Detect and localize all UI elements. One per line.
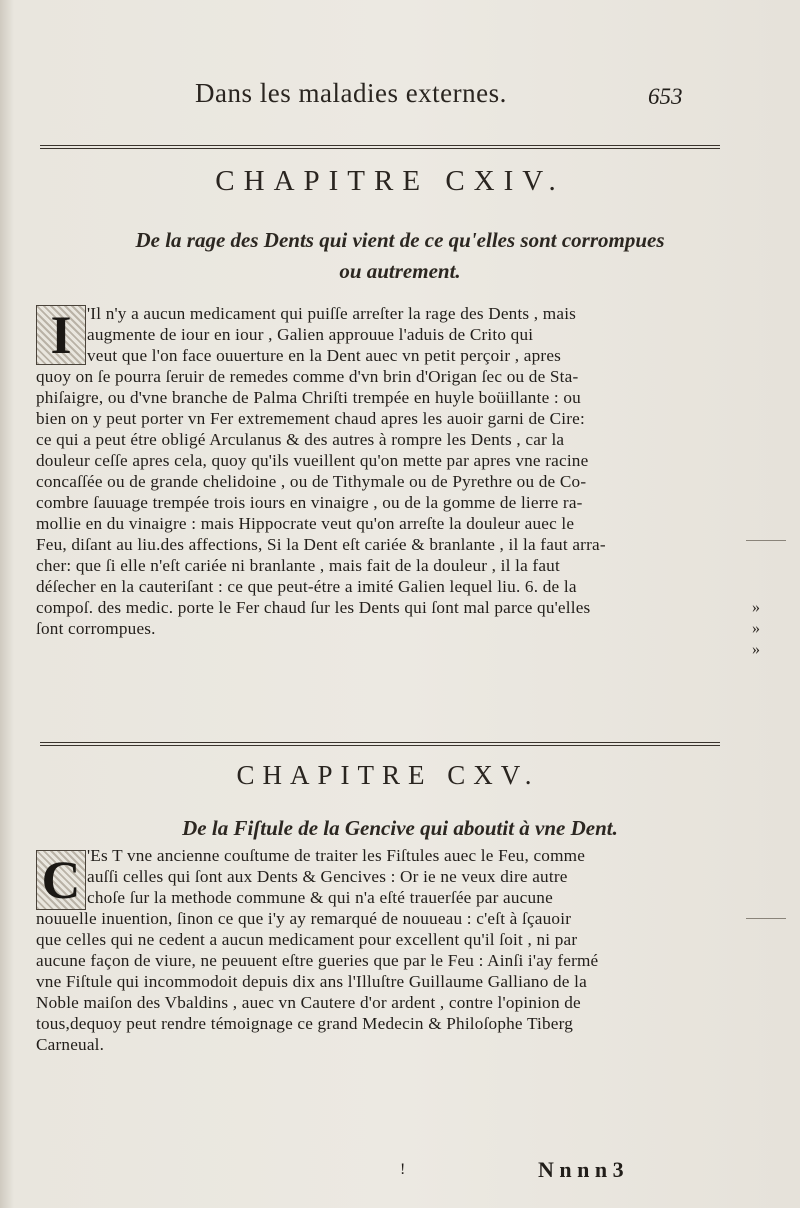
page-footer <box>0 1157 800 1187</box>
text-line: que celles qui ne cedent a aucun medicament pour excellent qu'il ſoit , ni par <box>36 930 578 949</box>
quote-mark: » <box>752 641 760 658</box>
quote-mark: » <box>752 620 760 637</box>
chapter-body <box>36 303 716 639</box>
subtitle-line: De la Fiſtule de la Gencive qui aboutit à vne Dent. <box>182 816 618 840</box>
text-line: combre ſauuage trempée trois iours en vinaigre , ou de la gomme de lierre ra- <box>36 493 583 512</box>
text-line: concaſſée ou de grande chelidoine , ou de Tithymale ou de Pyrethre ou de Co- <box>36 472 587 491</box>
chapter-subtitle <box>0 225 800 287</box>
text-line: vne Fiſtule qui incommodoit depuis dix ans l'Illuſtre Guillaume Galliano de la <box>36 972 587 991</box>
text-line: douleur ceſſe apres cela, quoy qu'ils vueillent qu'on mette par apres vne racine <box>36 451 589 470</box>
chapter-heading: CHAPITRE CXIV. <box>215 165 565 197</box>
page-number: 653 <box>648 84 683 109</box>
signature-mark: N n n n 3 <box>538 1157 624 1182</box>
text-line: phiſaigre, ou d'vne branche de Palma Chriſti trempée en huyle boüillante : ou <box>36 388 581 407</box>
text-line: choſe ſur la methode commune & qui n'a eſté trauerſée par aucune <box>87 888 553 907</box>
text-line: aucune façon de viure, ne peuuent eſtre gueries que par le Feu : Ainſi i'ay fermé <box>36 951 599 970</box>
text-line: compoſ. des medic. porte le Fer chaud ſur les Dents qui ſont mal parce qu'elles <box>36 598 591 617</box>
text-line: quoy on ſe pourra ſeruir de remedes comme d'vn brin d'Origan ſec ou de Sta- <box>36 367 579 386</box>
running-head <box>0 78 800 118</box>
quote-mark: » <box>752 599 760 616</box>
text-line: ſont corrompues. <box>36 619 156 638</box>
text-line: ce qui a peut étre obligé Arculanus & des autres à rompre les Dents , car la <box>36 430 565 449</box>
section-rule <box>40 742 720 746</box>
text-line: mollie en du vinaigre : mais Hippocrate veut qu'on arreſte la douleur auec le <box>36 514 575 533</box>
subtitle-line: ou autrement. <box>339 259 461 283</box>
running-title: Dans les maladies externes. <box>195 78 507 108</box>
edge-mark <box>746 540 786 541</box>
text-line: Feu, diſant au liu.des affections, Si la Dent eſt cariée & branlante , il la faut arra- <box>36 535 606 554</box>
edge-mark <box>746 918 786 919</box>
text-line: cher: que ſi elle n'eſt cariée ni branlante , mais fait de la douleur , il la faut <box>36 556 560 575</box>
text-line: déſecher en la cauteriſant : ce que peut-étre a imité Galien lequel liu. 6. de la <box>36 577 577 596</box>
text-line: nouuelle inuention, ſinon ce que i'y ay remarqué de nouueau : c'eſt à ſçauoir <box>36 909 572 928</box>
text-line: Carneual. <box>36 1035 105 1054</box>
dropcap-initial: C <box>36 850 86 910</box>
text-line: veut que l'on face ouuerture en la Dent auec vn petit perçoir , apres <box>87 346 562 365</box>
text-line: tous,dequoy peut rendre témoignage ce grand Medecin & Philoſophe Tiberg <box>36 1014 574 1033</box>
top-rule <box>40 145 720 149</box>
dropcap-initial: I <box>36 305 86 365</box>
text-line: Noble maiſon des Vbaldins , auec vn Cautere d'or ardent , contre l'opinion de <box>36 993 581 1012</box>
footer-mark: ! <box>400 1161 406 1178</box>
text-line: auſſi celles qui ſont aux Dents & Gencives : Or ie ne veux dire autre <box>87 867 568 886</box>
subtitle-line: De la rage des Dents qui vient de ce qu'elles sont corrompues <box>135 228 665 252</box>
text-line: 'Il n'y a aucun medicament qui puiſſe arreſter la rage des Dents , mais <box>87 304 577 323</box>
text-line: 'Es T vne ancienne couſtume de traiter les Fiſtules auec le Feu, comme <box>87 846 586 865</box>
text-line: bien on y peut porter vn Fer extremement chaud apres les auoir garni de Cire: <box>36 409 585 428</box>
chapter-heading: CHAPITRE CXV. <box>236 760 540 790</box>
margin-quote-marks <box>752 597 760 660</box>
chapter-body <box>36 845 716 1055</box>
chapter-subtitle <box>0 813 800 844</box>
text-line: augmente de iour en iour , Galien approuue l'aduis de Crito qui <box>87 325 534 344</box>
